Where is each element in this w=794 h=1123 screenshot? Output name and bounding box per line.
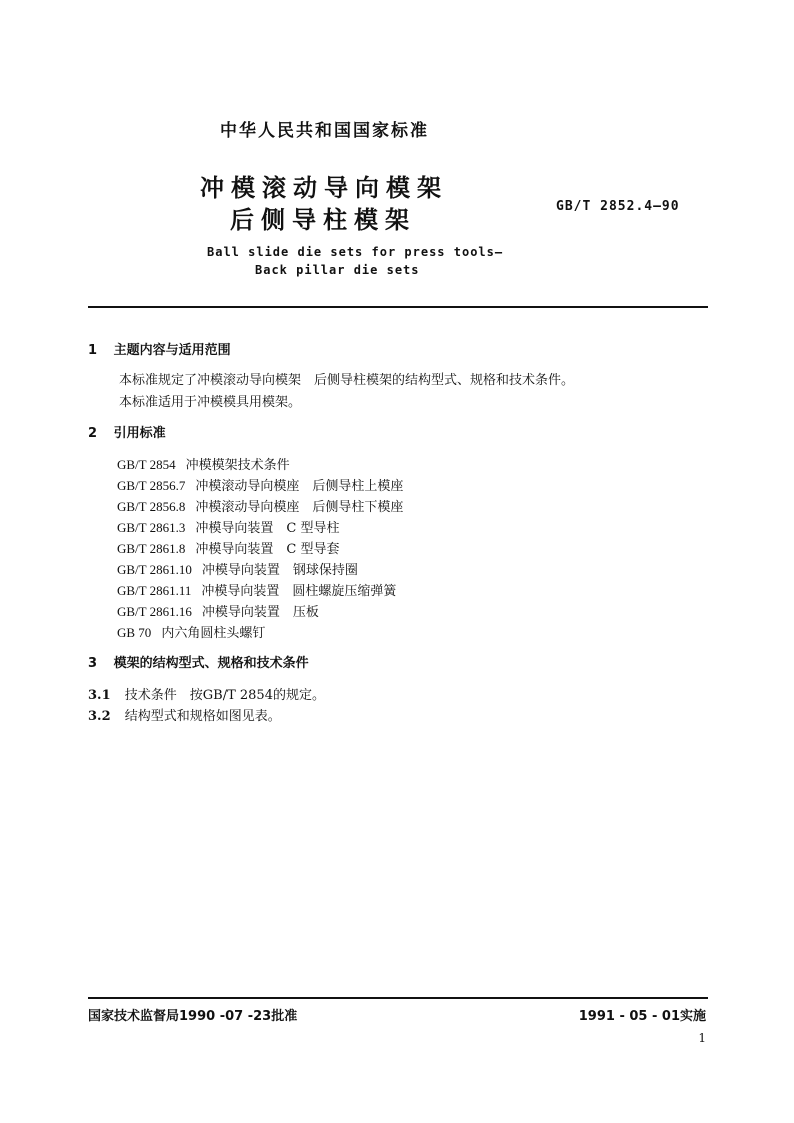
- reference-code: GB/T 2861.10: [117, 562, 192, 577]
- country-standard-heading: 中华人民共和国国家标准: [220, 121, 429, 141]
- reference-item: [117, 454, 290, 473]
- reference-title: 冲模导向装置 钢球保持圈: [201, 563, 358, 578]
- effective-date: 1991 - 05 - 01实施: [578, 1009, 706, 1024]
- section-1-heading: [88, 339, 231, 358]
- section-title: 主题内容与适用范围: [113, 343, 231, 358]
- footer-divider: [88, 997, 708, 999]
- reference-code: GB/T 2861.11: [117, 583, 192, 598]
- reference-item: [117, 496, 403, 515]
- english-title-line-1: Ball slide die sets for press tools—: [207, 245, 504, 259]
- subsection-number: 3.2: [88, 709, 111, 724]
- reference-code: GB 70: [117, 625, 152, 640]
- section-2-heading: [88, 422, 166, 441]
- approval-date: 国家技术监督局1990 -07 -23批准: [88, 1009, 298, 1024]
- document-title-line-2: 后侧导柱模架: [230, 206, 416, 234]
- reference-title: 冲模导向装置 压板: [201, 605, 319, 620]
- section-number: 2: [88, 426, 98, 441]
- subsection-3-1: [88, 684, 325, 703]
- section-title: 引用标准: [113, 426, 166, 441]
- reference-item: [117, 517, 339, 536]
- subsection-number: 3.1: [88, 688, 111, 703]
- reference-title: 冲模导向装置 C 型导柱: [195, 521, 340, 536]
- section-number: 1: [88, 343, 98, 358]
- reference-title: 内六角圆柱头螺钉: [161, 626, 266, 641]
- reference-item: [117, 538, 339, 557]
- reference-item: [117, 475, 403, 494]
- reference-code: GB/T 2856.8: [117, 499, 186, 514]
- reference-item: [117, 580, 396, 599]
- scope-paragraph: 本标准适用于冲模模具用模架。: [119, 395, 302, 410]
- reference-title: 冲模模架技术条件: [185, 458, 290, 473]
- reference-title: 冲模滚动导向模座 后侧导柱下模座: [195, 500, 404, 515]
- subsection-3-2: [88, 705, 281, 724]
- subsection-text: 结构型式和规格如图见表。: [124, 709, 281, 724]
- reference-code: GB/T 2856.7: [117, 478, 186, 493]
- page-number: 1: [698, 1031, 706, 1045]
- section-number: 3: [88, 656, 98, 671]
- reference-code: GB/T 2854: [117, 457, 176, 472]
- english-title-line-2: Back pillar die sets: [255, 263, 420, 277]
- section-title: 模架的结构型式、规格和技术条件: [113, 656, 309, 671]
- header-divider: [88, 306, 708, 308]
- document-title-line-1: 冲模滚动导向模架: [200, 174, 448, 202]
- reference-code: GB/T 2861.16: [117, 604, 192, 619]
- reference-title: 冲模滚动导向模座 后侧导柱上模座: [195, 479, 404, 494]
- reference-code: GB/T 2861.8: [117, 541, 186, 556]
- scope-paragraph: 本标准规定了冲模滚动导向模架 后侧导柱模架的结构型式、规格和技术条件。: [119, 373, 575, 388]
- reference-title: 冲模导向装置 圆柱螺旋压缩弹簧: [201, 584, 397, 599]
- reference-item: [117, 559, 358, 578]
- reference-item: [117, 622, 265, 641]
- subsection-text: 技术条件 按GB/T 2854的规定。: [124, 688, 325, 703]
- section-3-heading: [88, 652, 309, 671]
- reference-title: 冲模导向装置 C 型导套: [195, 542, 340, 557]
- reference-code: GB/T 2861.3: [117, 520, 186, 535]
- standard-number: GB/T 2852.4—90: [556, 199, 680, 214]
- reference-item: [117, 601, 319, 620]
